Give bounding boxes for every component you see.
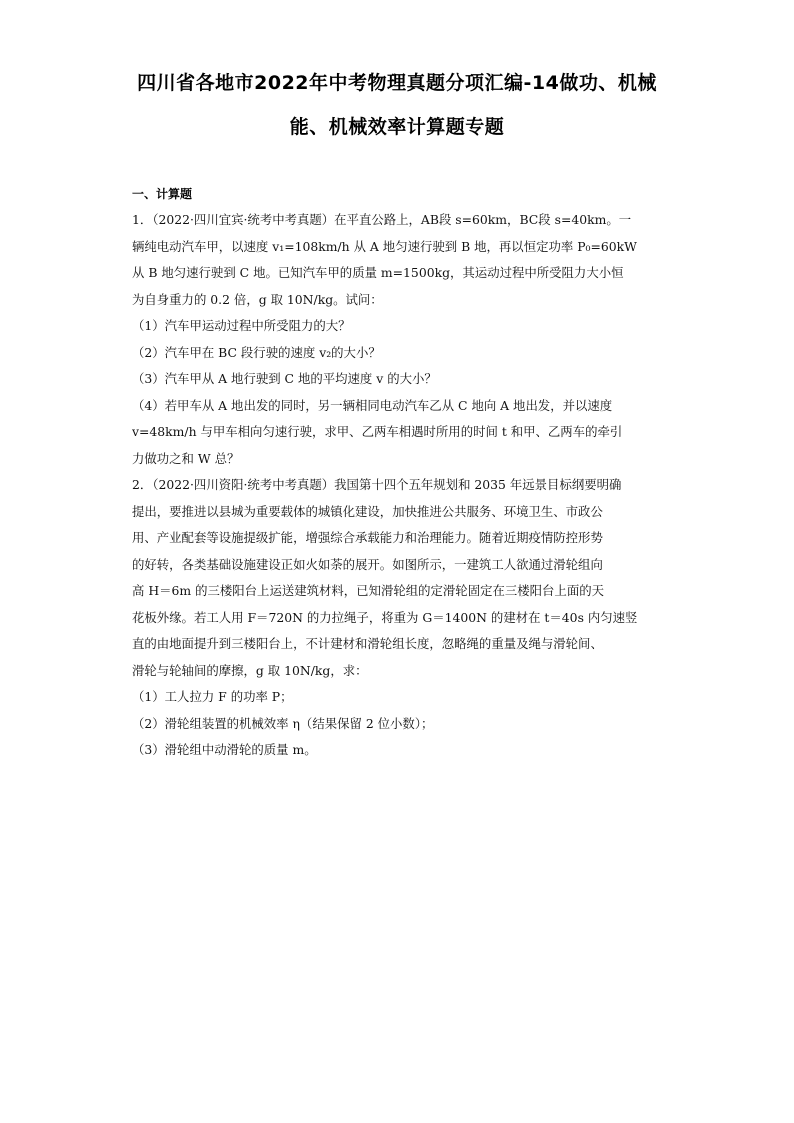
question-2-line: 花板外缘。若工人用 F＝720N 的力拉绳子，将重为 G＝1400N 的建材在 t＝40s 内匀速竖 <box>132 609 638 625</box>
question-1 <box>132 207 662 472</box>
question-1-line: 从 B 地匀速行驶到 C 地。已知汽车甲的质量 m=1500kg，其运动过程中所受阻力大小恒 <box>132 265 624 280</box>
question-1-line: 为自身重力的 0.2 倍，g 取 10N/kg。试问： <box>132 291 383 307</box>
question-1-subquestion: （4）若甲车从 A 地出发的同时，另一辆相同电动汽车乙从 C 地向 A 地出发，并以速度 <box>132 397 613 413</box>
question-1-subquestion: （3）汽车甲从 A 地行驶到 C 地的平均速度 v 的大小？ <box>132 371 437 386</box>
question-2 <box>132 472 662 764</box>
question-1-line: v=48km/h 与甲车相向匀速行驶，求甲、乙两车相遇时所用的时间 t 和甲、乙两车的牵引 <box>132 424 623 439</box>
document-title-line-1: 四川省各地市2022年中考物理真题分项汇编-14做功、机械 <box>137 72 657 94</box>
question-2-line: 滑轮与轮轴间的摩擦，g 取 10N/kg，求： <box>132 662 368 678</box>
question-2-subquestion: （1）工人拉力 F 的功率 P； <box>132 689 293 704</box>
question-2-subquestion: （3）滑轮组中动滑轮的质量 m。 <box>132 742 317 757</box>
question-2-line: 直的由地面提升到三楼阳台上，不计建材和滑轮组长度，忽略绳的重量及绳与滑轮间、 <box>132 636 603 651</box>
document-title-line-2: 能、机械效率计算题专题 <box>289 116 505 138</box>
section-heading: 一、计算题 <box>132 187 193 201</box>
question-1-subquestion: （1）汽车甲运动过程中所受阻力的大？ <box>132 318 351 333</box>
question-1-line: 1．（2022·四川宜宾·统考中考真题）在平直公路上，AB段 s=60km，BC段 s=40km。一 <box>132 212 632 227</box>
document-body <box>132 184 662 764</box>
question-1-line: 力做功之和 W 总？ <box>132 450 240 466</box>
question-2-line: 的好转，各类基础设施建设正如火如荼的展开。如图所示，一建筑工人欲通过滑轮组向 <box>132 556 603 572</box>
question-2-line: 2．（2022·四川资阳·统考中考真题）我国第十四个五年规划和 2035 年远景目标纲要明确 <box>132 477 622 492</box>
question-2-line: 高 H＝6m 的三楼阳台上运送建筑材料，已知滑轮组的定滑轮固定在三楼阳台上面的天 <box>132 583 604 598</box>
question-2-subquestion: （2）滑轮组装置的机械效率 η（结果保留 2 位小数）； <box>132 715 434 731</box>
question-1-subquestion: （2）汽车甲在 BC 段行驶的速度 v₂的大小？ <box>132 344 381 360</box>
question-2-line: 提出，要推进以县城为重要载体的城镇化建设，加快推进公共服务、环境卫生、市政公 <box>132 503 603 519</box>
question-2-line: 用、产业配套等设施提级扩能，增强综合承载能力和治理能力。随着近期疫情防控形势 <box>132 530 603 545</box>
question-1-line: 辆纯电动汽车甲，以速度 v₁=108km/h 从 A 地匀速行驶到 B 地，再以恒定功率 P₀=60kW <box>132 238 637 254</box>
